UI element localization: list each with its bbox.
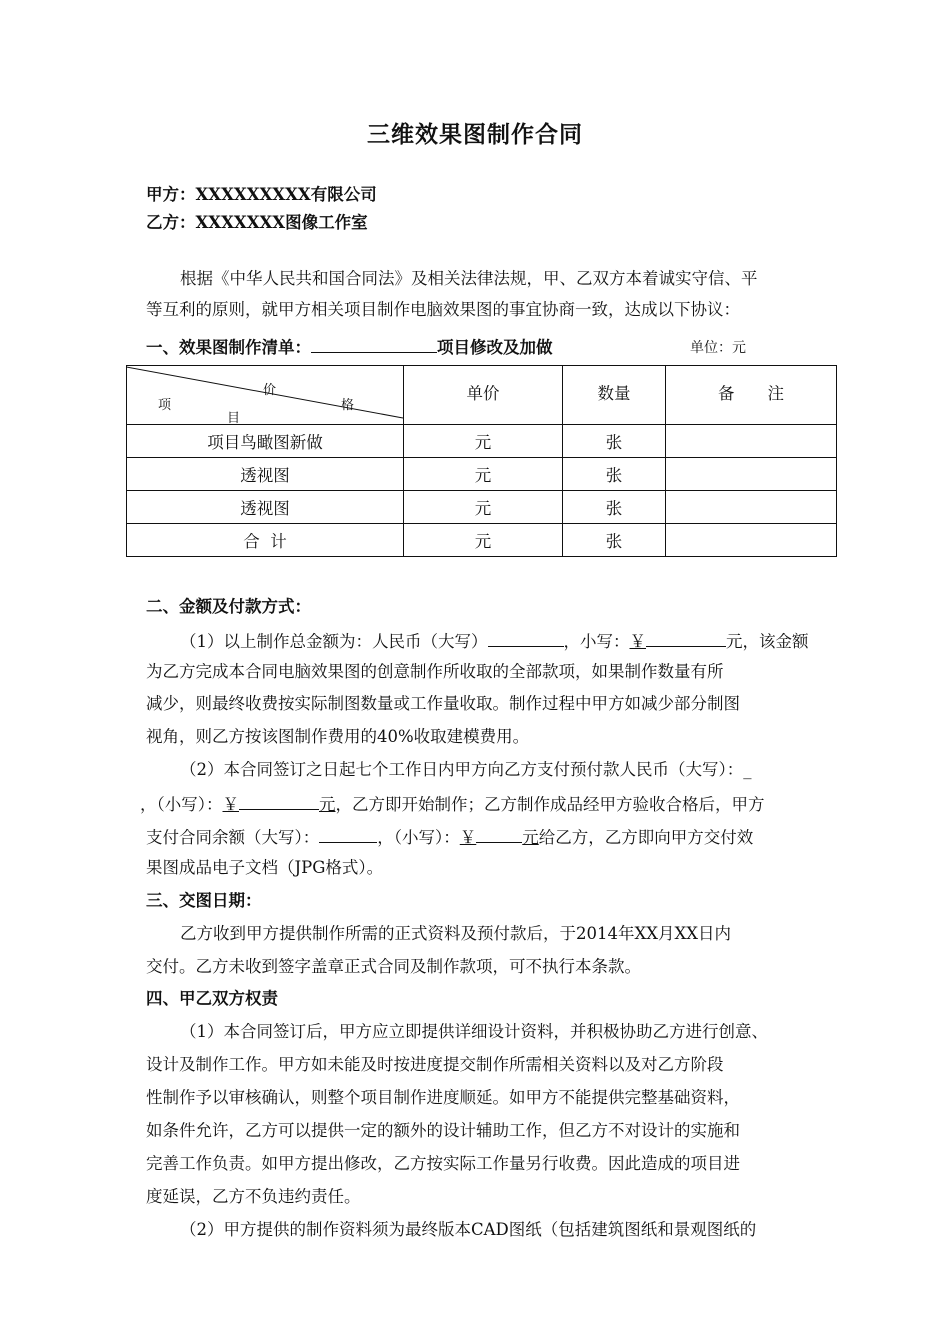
s2-p2-text-g: 给乙方，乙方即向甲方交付效 bbox=[538, 828, 754, 847]
s2-p1-text-b: ，小写： bbox=[563, 632, 630, 651]
s2-p2-text-a: ，（小写）： bbox=[140, 795, 223, 814]
table-row bbox=[127, 425, 837, 458]
intro-line-2: 等互利的原则，就甲方相关项目制作电脑效果图的事宜协商一致，达成以下协议： bbox=[146, 300, 740, 319]
row-item: 合 计 bbox=[127, 524, 404, 557]
s2-p2-yen: ￥ bbox=[222, 795, 239, 814]
s2-p2-text-e: 支付合同余额（大写）： bbox=[146, 828, 320, 847]
row-item: 项目鸟瞰图新做 bbox=[127, 425, 404, 458]
row-note bbox=[666, 458, 837, 491]
s2-p2-yuan-2: 元 bbox=[522, 828, 539, 847]
section1-heading-line bbox=[146, 334, 553, 359]
s2-p2-yuan: 元 bbox=[319, 795, 336, 814]
diag-label-mu: 目 bbox=[227, 411, 241, 426]
s2-p2-yen-2: ￥ bbox=[459, 828, 477, 847]
header-quantity: 数量 bbox=[563, 366, 666, 425]
s2-blank-prepay bbox=[239, 791, 319, 810]
s2-p1-text-d: 元，该金额 bbox=[726, 632, 809, 651]
row-note bbox=[666, 524, 837, 557]
s4-p1-line-2: 设计及制作工作。甲方如未能及时按进度提交制作所需相关资料以及对乙方阶段 bbox=[146, 1055, 724, 1074]
s2-p1-line-4: 视角，则乙方按该图制作费用的40%收取建模费用。 bbox=[146, 727, 530, 746]
row-qty: 张 bbox=[563, 458, 666, 491]
header-unit-price: 单价 bbox=[404, 366, 563, 425]
row-price: 元 bbox=[404, 425, 563, 458]
document-title: 三维效果图制作合同 bbox=[367, 121, 583, 148]
s2-yen-symbol: ￥ bbox=[629, 632, 646, 651]
table-row bbox=[127, 524, 837, 557]
diag-label-ge: 格 bbox=[341, 398, 355, 413]
row-item: 透视图 bbox=[127, 458, 404, 491]
s4-p1-line-5: 完善工作负责。如甲方提出修改，乙方按实际工作量另行收费。因此造成的项目进 bbox=[146, 1154, 740, 1173]
row-note bbox=[666, 491, 837, 524]
s2-p1-line-1 bbox=[180, 628, 809, 653]
s2-p2-line-3 bbox=[146, 824, 753, 849]
section3-heading: 三、交图日期： bbox=[146, 891, 262, 910]
s4-p1-line-3: 性制作予以审核确认，则整个项目制作进度顺延。如甲方不能提供完整基础资料， bbox=[146, 1088, 740, 1107]
s2-blank-uppercase-total bbox=[488, 628, 564, 647]
party-b: 乙方：XXXXXXX图像工作室 bbox=[146, 213, 368, 232]
section1-blank bbox=[311, 334, 437, 353]
intro-line-1: 根据《中华人民共和国合同法》及相关法律法规，甲、乙双方本着诚实守信、平 bbox=[180, 269, 758, 288]
row-price: 元 bbox=[404, 491, 563, 524]
s2-blank-balance-lowercase bbox=[476, 824, 522, 843]
table-row bbox=[127, 458, 837, 491]
s2-p1-line-2: 为乙方完成本合同电脑效果图的创意制作所收取的全部款项，如果制作数量有所 bbox=[146, 662, 724, 681]
diagonal-header-cell bbox=[127, 366, 404, 425]
header-remarks: 备 注 bbox=[666, 366, 837, 425]
s2-p2-line-4: 果图成品电子文档（JPG格式）。 bbox=[146, 858, 384, 877]
s3-line-2: 交付。乙方未收到签字盖章正式合同及制作款项，可不执行本条款。 bbox=[146, 957, 641, 976]
s2-p1-line-3: 减少，则最终收费按实际制图数量或工作量收取。制作过程中甲方如减少部分制图 bbox=[146, 694, 740, 713]
row-price: 元 bbox=[404, 458, 563, 491]
section1-suffix: 项目修改及加做 bbox=[437, 338, 553, 357]
row-qty: 张 bbox=[563, 524, 666, 557]
section1-heading: 一、效果图制作清单： bbox=[146, 338, 311, 357]
row-note bbox=[666, 425, 837, 458]
s2-p2-line-2 bbox=[140, 791, 765, 816]
row-qty: 张 bbox=[563, 491, 666, 524]
s2-p2-line-1: （2）本合同签订之日起七个工作日内甲方向乙方支付预付款人民币（大写）：_ bbox=[180, 760, 752, 779]
s4-p2-line-1: （2）甲方提供的制作资料须为最终版本CAD图纸（包括建筑图纸和景观图纸的 bbox=[180, 1220, 757, 1239]
party-a: 甲方：XXXXXXXXX有限公司 bbox=[146, 185, 377, 204]
s4-p1-line-6: 度延误，乙方不负违约责任。 bbox=[146, 1187, 361, 1206]
s4-p1-line-4: 如条件允许，乙方可以提供一定的额外的设计辅助工作，但乙方不对设计的实施和 bbox=[146, 1121, 740, 1140]
s2-p2-text-f: ，（小写）： bbox=[377, 828, 460, 847]
s2-p2-text-d: ，乙方即开始制作；乙方制作成品经甲方验收合格后，甲方 bbox=[335, 795, 765, 814]
unit-label: 单位：元 bbox=[690, 340, 746, 356]
s2-blank-lowercase-total bbox=[646, 628, 726, 647]
table-row bbox=[127, 491, 837, 524]
s2-blank-balance-uppercase bbox=[319, 824, 377, 843]
s2-p1-text-a: （1）以上制作总金额为：人民币（大写） bbox=[180, 632, 488, 651]
section2-heading: 二、金额及付款方式： bbox=[146, 597, 311, 616]
diag-label-item: 项 bbox=[158, 398, 172, 413]
diag-label-price: 价 bbox=[263, 383, 277, 398]
items-table bbox=[126, 365, 837, 557]
row-item: 透视图 bbox=[127, 491, 404, 524]
s3-line-1: 乙方收到甲方提供制作所需的正式资料及预付款后，于2014年XX月XX日内 bbox=[180, 924, 731, 943]
row-price: 元 bbox=[404, 524, 563, 557]
s4-p1-line-1: （1）本合同签订后，甲方应立即提供详细设计资料，并积极协助乙方进行创意、 bbox=[180, 1022, 768, 1041]
row-qty: 张 bbox=[563, 425, 666, 458]
section4-heading: 四、甲乙双方权责 bbox=[146, 989, 278, 1008]
